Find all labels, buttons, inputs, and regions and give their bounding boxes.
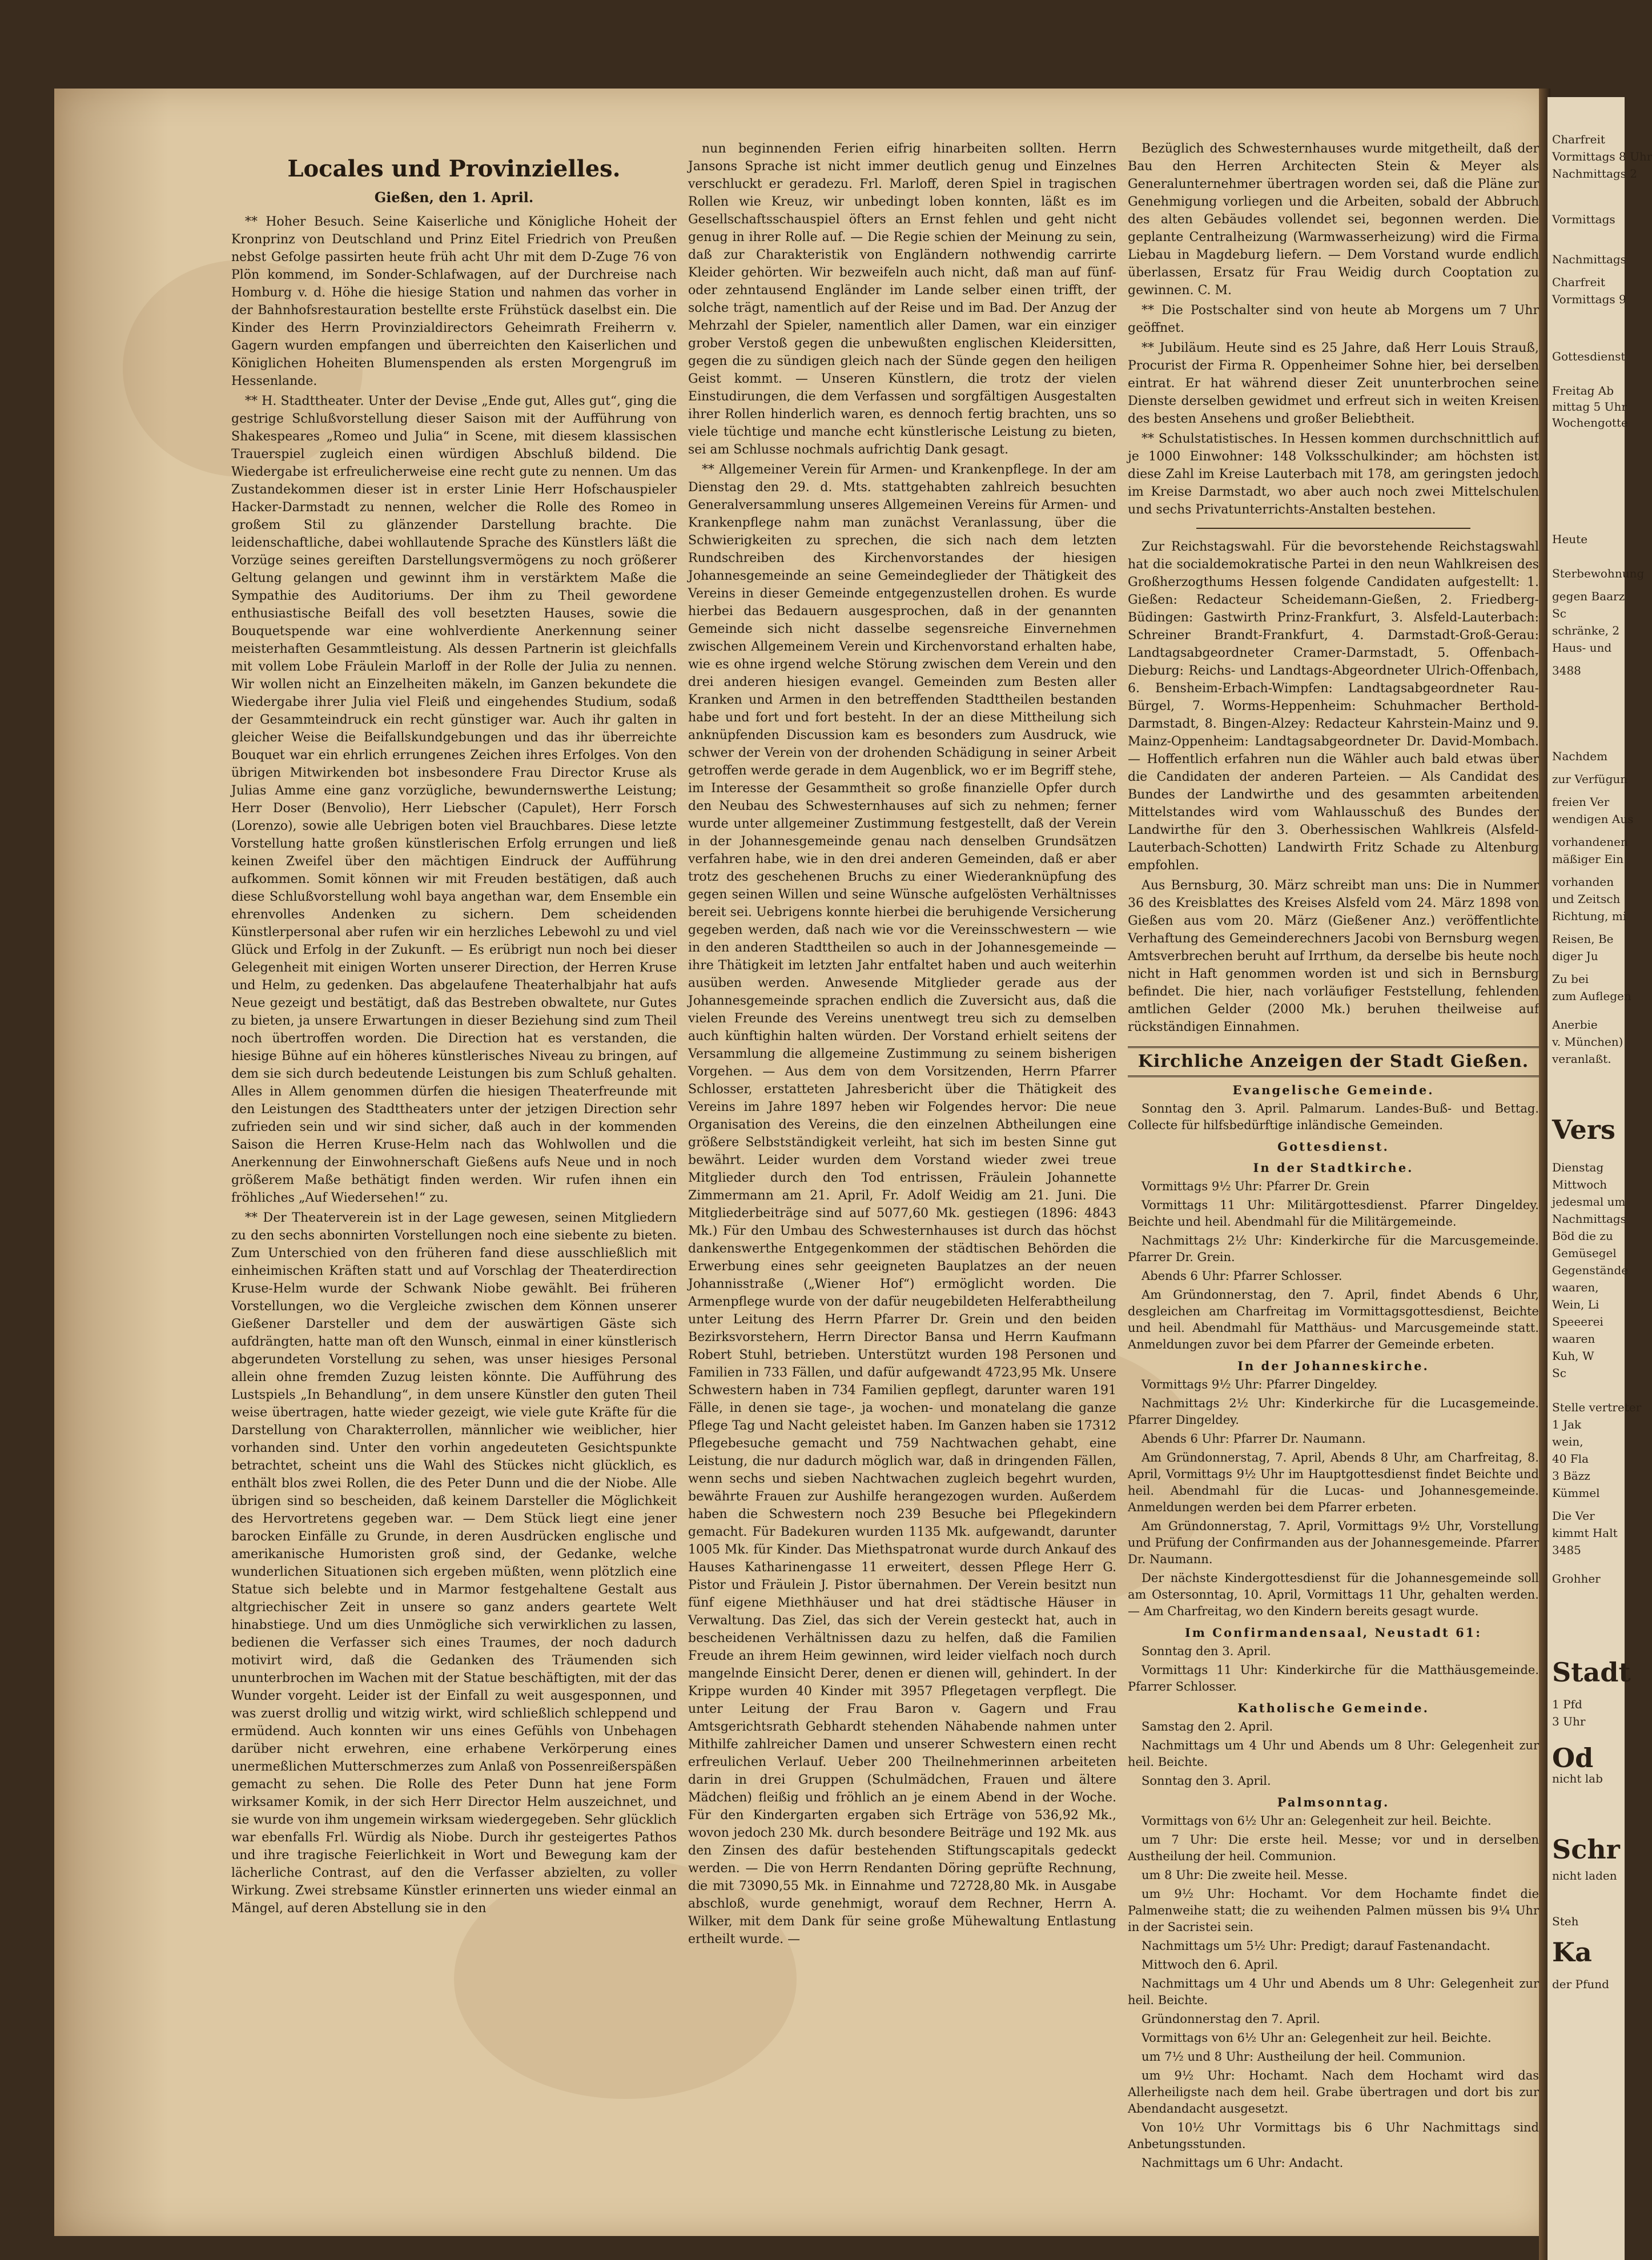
adjacent-page-fragment: Stelle vertreter bbox=[1552, 1400, 1642, 1414]
notice-line: um 7½ und 8 Uhr: Austheilung der heil. Communion. bbox=[1141, 2050, 1466, 2064]
adjacent-page-fragment: freien Ver bbox=[1552, 795, 1610, 809]
notice-line: Nachmittags um 6 Uhr: Andacht. bbox=[1141, 2156, 1344, 2170]
article-jubilaeum: ** Jubiläum. Heute sind es 25 Jahre, daß Herr Louis Strauß, Procurist der Firma R. Oppenheimer Sohne hier, bei derselben eintrat. Er hat während dieser Zeit ununterbrochen seine Dienste derselben gewidmet und erfreut sich in weiten Kreisen des besten Ansehens und großer Beliebtheit. bbox=[1128, 341, 1539, 426]
notice-line: Nachmittags um 5½ Uhr: Predigt; darauf Fastenandacht. bbox=[1141, 1939, 1490, 1953]
adjacent-page-fragment: Zu bei bbox=[1552, 972, 1589, 986]
catholic-heading: Katholische Gemeinde. bbox=[1237, 1701, 1429, 1715]
notice-line: um 8 Uhr: Die zweite heil. Messe. bbox=[1141, 1868, 1348, 1882]
adjacent-page-fragment: Gemüsegel bbox=[1552, 1246, 1617, 1260]
notice-line: Sonntag den 3. April. Palmarum. Landes-Buß- und Bettag. Collecte für hilfsbedürftige inländische Gemeinden. bbox=[1128, 1102, 1539, 1132]
adjacent-page-fragment: mäßiger Ein bbox=[1552, 852, 1624, 866]
adjacent-page-fragment: vorhanden bbox=[1552, 875, 1614, 889]
adjacent-page-fragment: Sc bbox=[1552, 607, 1566, 620]
adjacent-page-fragment: vorhandenen bbox=[1552, 835, 1628, 849]
notice-line: Mittwoch den 6. April. bbox=[1141, 1958, 1279, 1972]
adjacent-page-fragment: Heute bbox=[1552, 532, 1588, 546]
adjacent-page-fragment: Haus- und bbox=[1552, 641, 1612, 655]
adjacent-page-fragment: Nachdem bbox=[1552, 749, 1608, 763]
notice-line: Nachmittags 2½ Uhr: Kinderkirche für die Lucasgemeinde. Pfarrer Dingeldey. bbox=[1128, 1396, 1539, 1427]
article-stadttheater: ** H. Stadttheater. Unter der Devise „Ende gut, Alles gut“, ging die gestrige Schlußvorstellung dieser Saison mit der Aufführung von Shakespeares „Romeo und Julia“ in Scene, mit diesem klassischen Trauerspiel zugleich einen würdigen Abschluß bildend. Die Wiedergabe ist erfreulicherweise eine recht gute zu nennen. Um das Zustandekommen dieser ist in erster Linie Herr Hofschauspieler Hacker-Darmstadt zu nennen, welcher die Rolle des Romeo in großem Stil zu glänzender Darstellung brachte. Die leidenschaftliche, dabei wohllautende Sprache des Künstlers läßt die Vorzüge seines gereiften Darstellungsvermögens zu noch größerer Geltung gelangen und gewinnt ihm in verstärktem Maße die Sympathie des Auditoriums. Der ihm zu Theil gewordene enthusiastische Beifall des voll besetzten Hauses, sowie die Bouquetspende war eine wohlverdiente Anerkennung seiner meisterhaften Gesammtleistung. Als dessen Partnerin ist gleichfalls mit vollem Lobe Fräulein Marloff in der Rolle der Julia zu nennen. Wir wollen nicht an Einzelheiten mäkeln, im Ganzen bekundete die Wiedergabe ihrer Julia viel Fleiß und eingehendes Studium, sodaß der Gesammteindruck ein recht günstiger war. Auch ihr galten in gleicher Weise die Beifallskundgebungen und das ihr überreichte Bouquet war ein ehrlich errungenes Zeichen ihres Erfolges. Von den übrigen Mitwirkenden bot insbesondere Frau Director Kruse als Julias Amme eine ganz vorzügliche, bewundernswerthe Leistung; Herr Doser (Benvolio), Herr Liebscher (Capulet), Herr Forsch (Lorenzo), sowie alle Uebrigen boten viel Brauchbares. Diese letzte Vorstellung hatte großen künstlerischen Erfolg errungen und ließ keinen Zweifel über den mächtigen Eindruck der Aufführung aufkommen. Somit können wir mit Freuden bestätigen, daß auch diese Schlußvorstellung wohl baya angethan war, dem Ensemble ein ehrenvolles Andenken zu sichern. Dem scheidenden Künstlerpersonal aber rufen wir ein herzliches Lebewohl zu und viel Glück und Erfolg in der Zukunft. — Es erübrigt nun noch bei dieser Gelegenheit mit einigen Worten unserer Direction, der Herren Kruse und Helm, zu gedenken. Das abgelaufene Theaterhalbjahr hat aufs Neue gezeigt und bestätigt, daß das Bestreben obwaltete, nur Gutes zu bieten, ja unsere Erwartungen in dieser Beziehung sind zum Theil noch übertroffen worden. Die Direction hat es verstanden, die hiesige Bühne auf ein höheres künstlerisches Niveau zu bringen, auf dem sie sich durch bedeutende Leistungen bis zum Schluß gehalten. Alles in Allem genommen dürfen die hiesigen Theaterfreunde mit den Leistungen des Stadttheaters unter der jetzigen Direction sehr zufrieden sein und wir sind sicher, daß auch in der kommenden Saison die Herren Kruse-Helm nach das Wohlwollen und die Anerkennung der Einwohnerschaft Gießens aufs Neue und in noch größerem Maße bethätigt finden werden. Wir rufen ihnen ein fröhliches „Auf Wiedersehen!“ zu. bbox=[231, 394, 677, 1205]
adjacent-page-fragment: Kümmel bbox=[1552, 1486, 1600, 1500]
divider bbox=[1196, 528, 1470, 529]
notice-line: Vormittags von 6½ Uhr an: Gelegenheit zur heil. Beichte. bbox=[1141, 2031, 1492, 2045]
adjacent-page-fragment: Die Ver bbox=[1552, 1509, 1595, 1523]
notice-subheading: In der Johanneskirche. bbox=[1237, 1359, 1429, 1373]
notice-line: Abends 6 Uhr: Pfarrer Schlosser. bbox=[1141, 1269, 1342, 1283]
adjacent-page-fragment: 1 Pfd bbox=[1552, 1697, 1582, 1711]
adjacent-page-fragment: Wein, Li bbox=[1552, 1298, 1599, 1311]
adjacent-page-fragment: Vormittags 9 bbox=[1552, 292, 1626, 306]
evangelical-heading: Evangelische Gemeinde. bbox=[1232, 1083, 1434, 1097]
adjacent-page-fragment: waaren, bbox=[1552, 1280, 1599, 1294]
adjacent-page-fragment: kimmt Halt bbox=[1552, 1526, 1618, 1540]
notice-line: Nachmittags um 4 Uhr und Abends um 8 Uhr: Gelegenheit zur heil. Beichte. bbox=[1128, 1739, 1539, 1769]
article-armenpflege: ** Allgemeiner Verein für Armen- und Krankenpflege. In der am Dienstag den 29. d. Mts. stattgehabten zahlreich besuchten Generalversammlung unseres Allgemeinen Vereins für Armen- und Krankenpflege nahm man zunächst Veranlassung, über die Schwierigkeiten zu sprechen, die sich nach dem letzten Rundschreiben des Kirchenvorstandes der hiesigen Johannesgemeinde an seine Gemeindeglieder der Thätigkeit des Vereins in dieser Gemeinde entgegenzustellen drohen. Es wurde hierbei das Bedauern ausgesprochen, daß in der genannten Gemeinde sich nicht dasselbe segensreiche Einvernehmen zwischen Allgemeinem Verein und Kirchenvorstand erhalten habe, wie es ohne irgend welche Störung zwischen dem Verein und den drei anderen hiesigen evangel. Gemeinden zum Besten aller Kranken und Armen in den betreffenden Stadttheilen bestanden habe und fort und fort besteht. In der an diese Mittheilung sich anknüpfenden Discussion kam es besonders zum Ausdruck, wie schwer der Verein von der drohenden Schädigung in seiner Arbeit getroffen werde gerade in dem Augenblick, wo er im Begriff stehe, im Interesse der Gesammtheit so große finanzielle Opfer durch den Neubau des Schwesternhauses auf sich zu nehmen; ferner wurde unter allgemeiner Zustimmung festgestellt, daß der Verein in der Johannesgemeinde genau nach denselben Grundsätzen verfahren habe, wie in den drei anderen Gemeinden, daß er aber trotz des geschehenen Bruchs zu einer Wiederanknüpfung des gegen seinen Willen und seine Wünsche aufgelösten Verhältnisses bereit sei. Uebrigens konnte hierbei die beruhigende Versicherung gegeben werden, daß nach wie vor die Vereinsschwestern — wie in den anderen Stadttheilen so auch in der Johannesgemeinde — ihre Thätigkeit im letzten Jahr entfaltet haben und auch weiterhin ausüben werden. Anwesende Mitglieder gerade aus der Johannesgemeinde sprachen endlich die Zuversicht aus, daß die vielen Freunde des Vereins unentwegt treu sich zu demselben auch künftighin halten würden. Der Vorstand erhielt seitens der Versammlung die allgemeine Zustimmung zu seinem bisherigen Vorgehen. — Aus dem von dem Vorsitzenden, Herrn Pfarrer Schlosser, erstatteten Jahresbericht über die Thätigkeit des Vereins im Jahre 1897 heben wir Folgendes hervor: Die neue Organisation des Vereins, die den einzelnen Abtheilungen eine größere Selbstständigkeit verleiht, hat sich im besten Sinne gut bewährt. Leider wurden dem Vorstand wieder zwei treue Mitglieder durch den Tod entrissen, Fräulein Johannette Zimmermann am 21. April, Fr. Adolf Weidig am 21. Juni. Die Mitgliederbeiträge sind auf 5077,60 Mk. gestiegen (1896: 4843 Mk.) Für den Umbau des Schwesternhauses ist durch das höchst dankenswerthe Entgegenkommen der städtischen Behörden die Erwerbung eines sehr geeigneten Bauplatzes an der neuen Johannisstraße („Wiener Hof“) ermöglicht worden. Die Armenpflege wurde von der dafür neugebildeten Helferabtheilung unter Leitung des Herrn Pfarrer Dr. Grein und den beiden Bezirksvorstehern, Herrn Director Bansa und Herrn Kaufmann Robert Stuhl, betrieben. Unterstützt wurden 198 Personen und Familien in 733 Fällen, und dafür aufgewandt 4723,95 Mk. Unsere Schwestern haben in 734 Familien gepflegt, darunter waren 191 Fälle, in denen sie tage-, ja wochen- und monatelang die ganze Pflege Tag und Nacht geleistet haben. Im Ganzen haben sie 17312 Pflegebesuche gemacht und 759 Nachtwachen gehabt, eine Leistung, die nur dadurch möglich war, daß in dringenden Fällen, wenn sechs und sieben Nachtwachen zugleich begehrt wurden, bewährte Frauen zur Aushilfe herangezogen wurden. Außerdem haben die Schwestern noch 239 Besuche bei Pflegekindern gemacht. Für Badekuren wurden 1135 Mk. aufgewandt, darunter 1005 Mk. für Kinder. Das Miethspatronat wurde durch Ankauf des Hauses Katharinengasse 11 erweitert, dessen Pflege Herr G. Pistor und Fräulein J. Pistor übernahmen. Der Verein besitzt nun fünf eigene Miethhäuser und hat drei städtische Häuser in Verwaltung. Das Ziel, das sich der Verein gesteckt hat, auch in bescheidenen Verhältnissen dazu zu helfen, daß die Familien Freude an ihrem Heim gewinnen, wird leider vielfach noch durch mangelnde Einsicht Derer, denen er dienen will, gehindert. In der Krippe wurden 40 Kinder mit 3957 Pflegetagen verpflegt. Die unter Leitung der Frau Baron v. Gagern und Frau Amtsgerichtsrath Gebhardt stehenden Nähabende nahmen unter Mithilfe zahlreicher Damen und unserer Schwestern einen recht erfreulichen Verlauf. Ueber 200 Theilnehmerinnen arbeiteten darin in drei Gruppen (Schulmädchen, Frauen und ältere Mädchen) fleißig und fröhlich an je einem Abend in der Woche. Für den Kindergarten ergaben sich Erträge von 536,92 Mk., wovon jedoch 230 Mk. durch besondere Beiträge und 192 Mk. aus den Zinsen des dafür bestehenden Stiftungscapitals gedeckt werden. — Die von Herrn Rendanten Döring geprüfte Rechnung, die mit 73090,55 Mk. in Einnahme und 72728,80 Mk. in Ausgabe abschloß, wurde genehmigt, worauf dem Rechner, Herrn A. Wilker, mit dem Dank für seine große Mühewaltung Entlastung ertheilt wurde. — bbox=[688, 463, 1116, 1946]
adjacent-page-fragment: Steh bbox=[1552, 1914, 1579, 1928]
notice-line: Am Gründonnerstag, 7. April, Abends 8 Uhr, am Charfreitag, 8. April, Vormittags 9½ Uhr im Hauptgottesdienst findet Beichte und heil. Abendmahl für die Lucas- und Johannesgemeinde. Anmeldungen werden bei dem Pfarrer erbeten. bbox=[1128, 1451, 1539, 1514]
adjacent-page-fragment: Freitag Ab bbox=[1552, 384, 1614, 398]
notice-line: Am Gründonnerstag, 7. April, Vormittags 9½ Uhr, Vorstellung und Prüfung der Confirmanden aus der Johannesgemeinde. Pfarrer Dr. Naumann. bbox=[1128, 1519, 1539, 1566]
column-3 bbox=[1128, 140, 1539, 2174]
notice-line: Samstag den 2. April. bbox=[1141, 1720, 1273, 1733]
adjacent-page-fragment: Kuh, W bbox=[1552, 1349, 1594, 1363]
notice-subheading: In der Stadtkirche. bbox=[1253, 1161, 1414, 1175]
adjacent-page-fragment: 40 Fla bbox=[1552, 1452, 1589, 1466]
adjacent-page-fragment: Stadt bbox=[1552, 1657, 1631, 1688]
newspaper-page bbox=[54, 89, 1548, 2236]
adjacent-page-fragment: 3488 bbox=[1552, 664, 1581, 677]
adjacent-page-fragment: Charfreit bbox=[1552, 133, 1605, 146]
adjacent-page-fragment: Vormittags bbox=[1552, 212, 1615, 226]
adjacent-page-fragment: nicht laden bbox=[1552, 1869, 1617, 1882]
notice-subheading: Im Confirmandensaal, Neustadt 61: bbox=[1184, 1625, 1482, 1640]
article-reichstagswahl: Zur Reichstagswahl. Für die bevorstehende Reichstagswahl hat die socialdemokratische Partei in den neun Wahlkreisen des Großherzogthums Hessen folgende Candidaten aufgestellt: 1. Gießen: Redacteur Scheidemann-Gießen, 2. Friedberg-Büdingen: Gastwirth Prinz-Frankfurt, 3. Alsfeld-Lauterbach: Schreiner Brandt-Frankfurt, 4. Darmstadt-Groß-Gerau: Landtagsabgeordneter Cramer-Darmstadt, 5. Offenbach-Dieburg: Reichs- und Landtags-Abgeordneter Ulrich-Offenbach, 6. Bensheim-Erbach-Wimpfen: Landtagsabgeordneter Rau-Bürgel, 7. Worms-Heppenheim: Schuhmacher Berthold-Darmstadt, 8. Bingen-Alzey: Redacteur Kahrstein-Mainz und 9. Mainz-Oppenheim: Landtagsabgeordneter Dr. David-Mombach. — Hoffentlich erfahren nun die Wähler auch bald etwas über die Candidaten der anderen Parteien. — Als Candidat des Bundes der Landwirthe und des gesammten arbeitenden Mittelstandes wird vom Wahlausschuß des Bundes der Landwirthe für den 3. Oberhessischen Wahlkreis (Alsfeld-Lauterbach-Schotten) Landwirth Fritz Schade zu Altenburg empfohlen. bbox=[1128, 540, 1539, 873]
adjacent-page-fragment: 1 Jak bbox=[1552, 1418, 1582, 1431]
adjacent-page-fragment: Anerbie bbox=[1552, 1018, 1598, 1031]
adjacent-page-fragment: waaren bbox=[1552, 1332, 1595, 1346]
adjacent-page-strip bbox=[1548, 97, 1652, 2260]
catholic-notices bbox=[1128, 1719, 1539, 2171]
notice-line: um 7 Uhr: Die erste heil. Messe; vor und in derselben Austheilung der heil. Communion. bbox=[1128, 1833, 1539, 1863]
adjacent-page-fragment: Grohher bbox=[1552, 1572, 1601, 1585]
notice-line: Nachmittags um 4 Uhr und Abends um 8 Uhr: Gelegenheit zur heil. Beichte. bbox=[1128, 1977, 1539, 2007]
adjacent-page-fragment: Sterbewohnung bbox=[1552, 567, 1645, 580]
adjacent-page-fragment: Sc bbox=[1552, 1366, 1566, 1380]
notice-line: Vormittags von 6½ Uhr an: Gelegenheit zur heil. Beichte. bbox=[1141, 1814, 1492, 1828]
adjacent-page-fragment: nicht lab bbox=[1552, 1772, 1603, 1785]
adjacent-page-fragment: zur Verfügun bbox=[1552, 772, 1628, 786]
adjacent-page-fragment: wendigen Aus bbox=[1552, 812, 1634, 826]
notice-line: Abends 6 Uhr: Pfarrer Dr. Naumann. bbox=[1141, 1432, 1366, 1446]
adjacent-page-fragment: Vers bbox=[1552, 1114, 1615, 1145]
adjacent-page-fragment: 3485 bbox=[1552, 1543, 1581, 1557]
notice-line: Von 10½ Uhr Vormittags bis 6 Uhr Nachmittags sind Anbetungsstunden. bbox=[1128, 2121, 1539, 2151]
adjacent-page-fragment: Ka bbox=[1552, 1937, 1592, 1968]
adjacent-page-fragment: Gottesdienst bbox=[1552, 350, 1626, 363]
adjacent-page-fragment: Speeerei bbox=[1552, 1315, 1603, 1328]
notice-subheading: Gottesdienst. bbox=[1277, 1139, 1389, 1154]
notice-line: Vormittags 9½ Uhr: Pfarrer Dingeldey. bbox=[1141, 1378, 1378, 1391]
adjacent-page-fragment: Mittwoch bbox=[1552, 1178, 1607, 1191]
adjacent-page-fragment: wein, bbox=[1552, 1435, 1583, 1448]
notice-line: Vormittags 11 Uhr: Kinderkirche für die Matthäusgemeinde. Pfarrer Schlosser. bbox=[1128, 1663, 1539, 1693]
notice-line: um 9½ Uhr: Hochamt. Vor dem Hochamte findet die Palmenweihe statt; die zu weihenden Palmen müssen bis 9¼ Uhr in der Sacristei sein. bbox=[1128, 1887, 1539, 1934]
adjacent-page-fragment: 3 Bäzz bbox=[1552, 1469, 1590, 1483]
section-title: Locales und Provinzielles. bbox=[287, 155, 621, 182]
adjacent-page-fragment: 3 Uhr bbox=[1552, 1715, 1586, 1728]
adjacent-page-fragment: Dienstag bbox=[1552, 1161, 1604, 1174]
notice-line: um 9½ Uhr: Hochamt. Nach dem Hochamt wird das Allerheiligste nach dem heil. Grabe übertragen und dort bis zur Abendandacht ausgesetzt. bbox=[1128, 2069, 1539, 2116]
adjacent-page-fragment: veranlaßt. bbox=[1552, 1052, 1611, 1066]
adjacent-page-fragment: und Zeitsch bbox=[1552, 892, 1621, 906]
notice-subheading: Palmsonntag. bbox=[1277, 1795, 1390, 1809]
article-theaterverein: ** Der Theaterverein ist in der Lage gewesen, seinen Mitgliedern zu den sechs abonnirten Vorstellungen noch eine siebente zu bieten. Zum Unterschied von den früheren fand diese ausschließlich mit einheimischen Kräften statt und auf Vorschlag der Theaterdirection Kruse-Helm wurde der Schwank Niobe gewählt. Bei früheren Vorstellungen, wo die Vergleiche zwischen dem Können unserer Gießener Darsteller und dem der auswärtigen Gäste sich aufdrängten, hatte man oft den Wunsch, einmal in einer künstlerisch abgerundeten Vorstellung zu sehen, was unser hiesiges Personal allein ohne fremden Zuzug leisten könnte. Die Aufführung des Lustspiels „In Behandlung“, in dem unsere Künstler den guten Theil weise übertragen, hatte wieder gezeigt, wie viele gute Kräfte für die Darstellung von Charakterrollen, männlicher wie weiblicher, hier vorhanden sind. Unter den vorhin angedeuteten Gesichtspunkte betrachtet, scheint uns die Wahl des Stückes nicht glücklich, es enthält blos zwei Rollen, die des Peter Dunn und die der Niobe. Alle übrigen sind so bescheiden, daß keinem Darsteller die Möglichkeit des Hervortretens gegeben war. — Dem Stück liegt eine jener barocken Einfälle zu Grunde, in deren Ausdrücken englische und amerikanische Humoristen groß sind, der Gedanke, welche wunderlichen Situationen sich ergeben müßten, wenn plötzlich eine Statue sich belebte und in Marmor festgehaltene Gestalt aus altgriechischer Zeit in unsere so ganz anders geartete Welt hinabstiege. Und um dies Unmögliche sich verwirklichen zu lassen, bedienen die Verfasser sich eines Traumes, der noch dadurch motivirt wird, daß die Gedanken des Träumenden sich ununterbrochen im Wachen mit der Statue beschäftigten, mit der das Wunder vorgeht. Leider ist der Einfall zu weit ausgesponnen, und was zuerst drollig und witzig wirkt, wird schließlich schleppend und ermüdend. Auch konnten wir uns eines Gefühls von Unbehagen darüber nicht erwehren, eine erhabene Verkörperung eines unermeßlichen Mutterschmerzes zum Anlaß von Possenreißerspäßen gemacht zu sehen. Die Rolle des Peter Dunn hat jene Form wirksamer Komik, in der sich Herr Director Helm auszeichnet, und sie wurde von ihm ungemein wirksam wiedergegeben. Sehr glücklich war ebenfalls Frl. Würdig als Niobe. Durch ihr gesteigertes Pathos und ihre tragische Feierlichkeit in Wort und Bewegung kam der lächerliche Contrast, auf den die Verfasser abzielten, zu voller Wirkung. Zwei strebsame Künstler erinnerten uns wieder einmal an Mängel, auf deren Abstellung sie in den bbox=[231, 1211, 677, 1916]
adjacent-page-fragment: Schr bbox=[1552, 1834, 1620, 1865]
notice-line: Gründonnerstag den 7. April. bbox=[1141, 2012, 1320, 2026]
column-1 bbox=[231, 89, 677, 1920]
adjacent-page-fragment: Charfreit bbox=[1552, 275, 1605, 289]
adjacent-page-fragment: Vormittags 8 Uhr bbox=[1552, 150, 1652, 163]
article-bernsburg: Aus Bernsburg, 30. März schreibt man uns: Die in Nummer 36 des Kreisblattes des Kreises Alsfeld vom 24. März 1898 von Gießen aus vom 20. März (Gießener Anz.) veröffentlichte Verhaftung des Gemeinderechners Jacobi von Bernsburg wegen Amtsverbrechen beruht auf Irrthum, da derselbe bis heute noch nicht in Haft genommen worden ist und sich in Bernsburg befindet. Die hier, nach vorläufiger Feststellung, fehlenden amtlichen Gelder (2000 Mk.) beruhen theilweise auf rückständigen Einnahmen. bbox=[1128, 878, 1539, 1034]
adjacent-page-fragment: Nachmittags bbox=[1552, 252, 1626, 266]
adjacent-page-fragment: Gegenstände bbox=[1552, 1263, 1629, 1277]
article-theaterverein-cont: nun beginnenden Ferien eifrig hinarbeiten sollten. Herrn Jansons Sprache ist nicht immer deutlich genug und Einzelnes verschluckt er geradezu. Frl. Marloff, deren Spiel in tragischen Rollen wie Kreuz, wir unbedingt loben konnten, läßt es im Gesellschaftsschauspiel öfters an Ernst fehlen und geht nicht genug in ihrer Rolle auf. — Die Regie schien der Meinung zu sein, daß zur Charakteristik von Engländern nothwendig carrirte Kleider gehörten. Wir bezweifeln auch nicht, daß man auf fünf- oder zehntausend Engländer im Lande selber einen trifft, der solche trägt, namentlich auf der Reise und im Bad. Der Anzug der Mehrzahl der Spieler, namentlich aller Damen, war ein einziger grober Verstoß gegen die unbewußten englischen Kleidersitten, gegen die zu sündigen gleich nach der Sünde gegen den heiligen Geist kommt. — Unseren Künstlern, die trotz der vielen Einstudirungen, die dem Verfassen und sorgfältigen Ausgestalten ihrer Rollen hinderlich waren, es dennoch fertig brachten, uns so viele tüchtige und manche echt künstlerische Leistung zu bieten, sei am Schlusse nochmals aufrichtig Dank gesagt. bbox=[688, 142, 1116, 457]
adjacent-page-fragment: zum Auflegen bbox=[1552, 989, 1631, 1003]
adjacent-page-fragment: jedesmal um bbox=[1552, 1195, 1626, 1209]
notice-line: Sonntag den 3. April. bbox=[1141, 1644, 1271, 1658]
notice-line: Vormittags 11 Uhr: Militärgottesdienst. Pfarrer Dingeldey. Beichte und heil. Abendmahl für die Militärgemeinde. bbox=[1128, 1198, 1539, 1229]
adjacent-page-fragment: Nachmittags bbox=[1552, 1212, 1626, 1226]
notice-line: Nachmittags 2½ Uhr: Kinderkirche für die Marcusgemeinde. Pfarrer Dr. Grein. bbox=[1128, 1234, 1539, 1264]
adjacent-page-fragment: Reisen, Be bbox=[1552, 932, 1614, 946]
column-2 bbox=[688, 140, 1116, 1950]
adjacent-page-fragment: mittag 5 Uhr bbox=[1552, 400, 1627, 414]
article-schulstatistik: ** Schulstatistisches. In Hessen kommen durchschnittlich auf je 1000 Einwohner: 148 Volksschulkinder; am höchsten ist diese Zahl im Kreise Lauterbach mit 178, am geringsten jedoch im Kreise Darmstadt, wo aber auch noch zwei Mittelschulen und sechs Privatunterrichts-Anstalten bestehen. bbox=[1128, 432, 1539, 517]
church-notices-title: Kirchliche Anzeigen der Stadt Gießen. bbox=[1128, 1046, 1539, 1077]
adjacent-page-fragment: Nachmittags 2 bbox=[1552, 167, 1638, 180]
notice-line: Am Gründonnerstag, den 7. April, findet Abends 6 Uhr, desgleichen am Charfreitag im Vormittagsgottesdienst, Beichte und heil. Abendmahl für Matthäus- und Marcusgemeinde statt. Anmeldungen zuvor bei dem Pfarrer der Gemeinde erbeten. bbox=[1128, 1288, 1539, 1351]
dateline: Gießen, den 1. April. bbox=[374, 189, 534, 206]
adjacent-page-fragment: Böd die zu bbox=[1552, 1229, 1613, 1243]
article-postschalter: ** Die Postschalter sind von heute ab Morgens um 7 Uhr geöffnet. bbox=[1128, 303, 1539, 335]
page-binding-shadow bbox=[54, 89, 168, 2236]
adjacent-page-fragment: v. München) bbox=[1552, 1035, 1623, 1049]
notice-line: Sonntag den 3. April. bbox=[1141, 1774, 1271, 1788]
notice-line: Vormittags 9½ Uhr: Pfarrer Dr. Grein bbox=[1141, 1179, 1370, 1193]
article-hoher-besuch: ** Hoher Besuch. Seine Kaiserliche und Königliche Hoheit der Kronprinz von Deutschland und Prinz Eitel Friedrich von Preußen nebst Gefolge passirten heute früh acht Uhr mit dem D-Zuge 76 von Plön kommend, im Sonder-Schlafwagen, auf der Durchreise nach Homburg v. d. Höhe die hiesige Station und nahmen das vorher in der Bahnhofsrestauration bestellte erste Frühstück daselbst ein. Die Kinder des Herrn Provinzialdirectors Geheimrath Freiherrn v. Gagern wurden empfangen und überreichten den Kaiserlichen und Königlichen Hoheiten Blumenspenden als ersten Morgengruß im Hessenlande. bbox=[231, 215, 677, 388]
evangelical-notices bbox=[1128, 1101, 1539, 1695]
article-schwesternhaus: Bezüglich des Schwesternhauses wurde mitgetheilt, daß der Bau den Herren Architecten Stein & Meyer als Generalunternehmer übertragen worden sei, daß die Pläne zur Genehmigung vorliegen und die Arbeiten, sobald der Abbruch des alten Gebäudes vollendet sei, begonnen werden. Die geplante Centralheizung (Warmwasserheizung) wird die Firma Liebau in Magdeburg liefern. — Dem Vorstand wurde endlich überlassen, Ersatz für Frau Weidig durch Cooptation zu gewinnen. C. M. bbox=[1128, 142, 1539, 298]
adjacent-page-fragment: gegen Baarz bbox=[1552, 589, 1625, 603]
adjacent-page-fragment: Richtung, mi bbox=[1552, 909, 1627, 923]
adjacent-page-fragment: schränke, 2 bbox=[1552, 624, 1620, 637]
adjacent-page-fragment: der Pfund bbox=[1552, 1977, 1609, 1991]
adjacent-page-fragment: Wochengotte bbox=[1552, 416, 1628, 429]
notice-line: Der nächste Kindergottesdienst für die Johannesgemeinde soll am Ostersonntag, 10. April, Vormittags 11 Uhr, gehalten werden. — Am Charfreitag, wo den Kindern bereits gesagt wurde. bbox=[1128, 1571, 1539, 1618]
adjacent-page-fragment: Od bbox=[1552, 1743, 1594, 1773]
adjacent-page-fragment: diger Ju bbox=[1552, 949, 1598, 963]
